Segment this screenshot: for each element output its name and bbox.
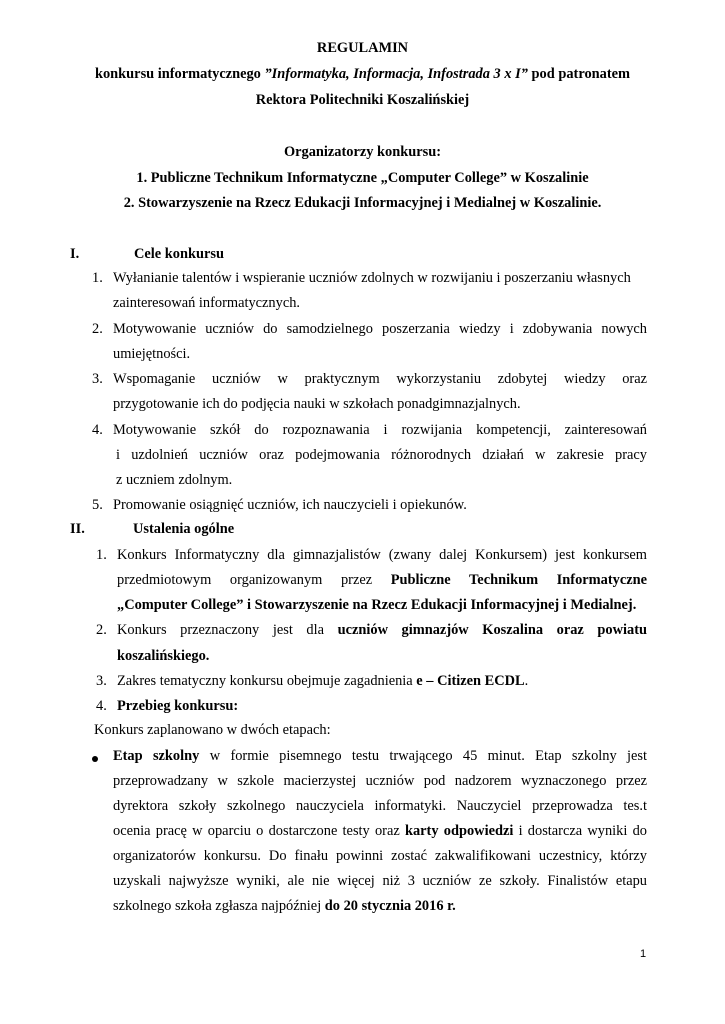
goal-2-number: 2. xyxy=(92,321,103,337)
rule-2-line-1 xyxy=(117,622,647,639)
stage-1-line-3: dyrektora szkoły szkolnego nauczyciela informatyki. Nauczyciel przeprowadza tes.t xyxy=(113,798,647,814)
rule-1-line-1: Konkurs Informatyczny dla gimnazjalistów (zwany dalej Konkursem) jest konkursem xyxy=(117,547,647,563)
goal-4-line-1: Motywowanie szkół do rozpoznawania i rozwijania kompetencji, zainteresowań xyxy=(113,422,647,438)
goal-1-line-2: zainteresowań informatycznych. xyxy=(113,295,300,311)
organizer-item-2: 2. Stowarzyszenie na Rzecz Edukacji Informacyjnej i Medialnej w Koszalinie. xyxy=(123,195,602,211)
rule-2-number: 2. xyxy=(96,622,107,638)
goal-3-number: 3. xyxy=(92,371,103,387)
stage-1-line-2: przeprowadzany w szkole macierzystej uczniów pod nadzorem wyznaczonego przez xyxy=(113,773,647,789)
answer-sheets: karty odpowiedzi xyxy=(404,823,514,839)
rule-1-line-3: „Computer College” i Stowarzyszenie na Rzecz Edukacji Informacyjnej i Medialnej. xyxy=(117,597,637,613)
rule-3-text: Zakres tematyczny konkursu obejmuje zagadnienia xyxy=(117,673,417,689)
ecdl-topic: e – Citizen ECDL xyxy=(416,673,525,689)
goal-4-line-3: z uczniem zdolnym. xyxy=(116,472,233,488)
stage-1-line-4-pre: ocenia pracę w oparciu o dostarczone testy oraz xyxy=(113,823,405,839)
page-number: 1 xyxy=(640,948,647,960)
goal-4-number: 4. xyxy=(92,422,103,438)
rule-1-line-2 xyxy=(117,572,647,589)
document-subtitle xyxy=(0,66,725,83)
goal-1-line-1: Wyłanianie talentów i wspieranie uczniów zdolnych w rozwijaniu i poszerzaniu własnych xyxy=(113,270,631,286)
contest-name: ”Informatyka, Informacja, Infostrada 3 x I” xyxy=(264,66,528,82)
section-2-heading: Ustalenia ogólne xyxy=(133,521,235,537)
goal-4-line-2: i uzdolnień uczniów oraz podejmowania różnorodnych działań w zakresie pracy xyxy=(116,447,647,463)
stage-1-line-4-post: i dostarcza wyniki do xyxy=(513,823,647,839)
rule-1-line-2-text: przedmiotowym organizowanym przez xyxy=(117,572,391,588)
goal-1-number: 1. xyxy=(92,270,103,286)
rule-2-line-2: koszalińskiego. xyxy=(117,648,210,664)
rule-1-number: 1. xyxy=(96,547,107,563)
stage-1-title: Etap szkolny xyxy=(113,748,200,764)
rule-4-number: 4. xyxy=(96,698,107,714)
subtitle-pre: konkursu informatycznego xyxy=(94,66,265,82)
section-2-numeral: II. xyxy=(70,521,85,537)
target-participants: uczniów gimnazjów Koszalina oraz powiatu xyxy=(337,622,647,638)
stage-1-line-6: uzyskali najwyższe wyniki, ale nie więcej niż 3 uczniów ze szkoły. Finalistów etapu xyxy=(113,873,647,889)
bullet-icon xyxy=(92,756,98,762)
organizer-school-name: Publiczne Technikum Informatyczne xyxy=(390,572,647,588)
stage-1-line-1 xyxy=(113,748,647,765)
stage-1-line-1-text: w formie pisemnego testu trwającego 45 minut. Etap szkolny jest xyxy=(199,748,647,764)
stage-1-line-7 xyxy=(113,898,456,915)
document-title: REGULAMIN xyxy=(316,40,409,56)
section-1-numeral: I. xyxy=(70,246,80,262)
section-1-heading: Cele konkursu xyxy=(134,246,224,262)
rule-3-line-1 xyxy=(117,673,528,690)
organizers-heading: Organizatorzy konkursu: xyxy=(283,144,442,160)
goal-5-line-1: Promowanie osiągnięć uczniów, ich nauczycieli i opiekunów. xyxy=(113,497,467,513)
rule-3-period: . xyxy=(524,673,529,689)
organizer-item-1: 1. Publiczne Technikum Informatyczne „Computer College” w Koszalinie xyxy=(136,170,589,186)
goal-2-line-1: Motywowanie uczniów do samodzielnego poszerzania wiedzy i zdobywania nowych xyxy=(113,321,647,337)
stage-1-line-7-text: szkolnego szkoła zgłasza najpóźniej xyxy=(113,898,325,914)
rule-3-number: 3. xyxy=(96,673,107,689)
rule-2-line-1-text: Konkurs przeznaczony jest dla xyxy=(117,622,338,638)
goal-3-line-2: przygotowanie ich do podjęcia nauki w szkołach ponadgimnazjalnych. xyxy=(113,396,521,412)
stage-1-line-5: organizatorów konkursu. Do finału powinni zostać zakwalifikowani uczestnicy, którzy xyxy=(113,848,647,864)
goal-5-number: 5. xyxy=(92,497,103,513)
deadline-date: do 20 stycznia 2016 r. xyxy=(324,898,456,914)
subtitle-post: pod patronatem xyxy=(527,66,631,82)
stage-1-line-4 xyxy=(113,823,647,840)
stages-intro: Konkurs zaplanowano w dwóch etapach: xyxy=(94,722,331,738)
goal-2-line-2: umiejętności. xyxy=(113,346,191,362)
rule-4-heading: Przebieg konkursu: xyxy=(117,698,239,714)
goal-3-line-1: Wspomaganie uczniów w praktycznym wykorzystaniu zdobytej wiedzy oraz xyxy=(113,371,647,387)
patron-line: Rektora Politechniki Koszalińskiej xyxy=(255,92,470,108)
